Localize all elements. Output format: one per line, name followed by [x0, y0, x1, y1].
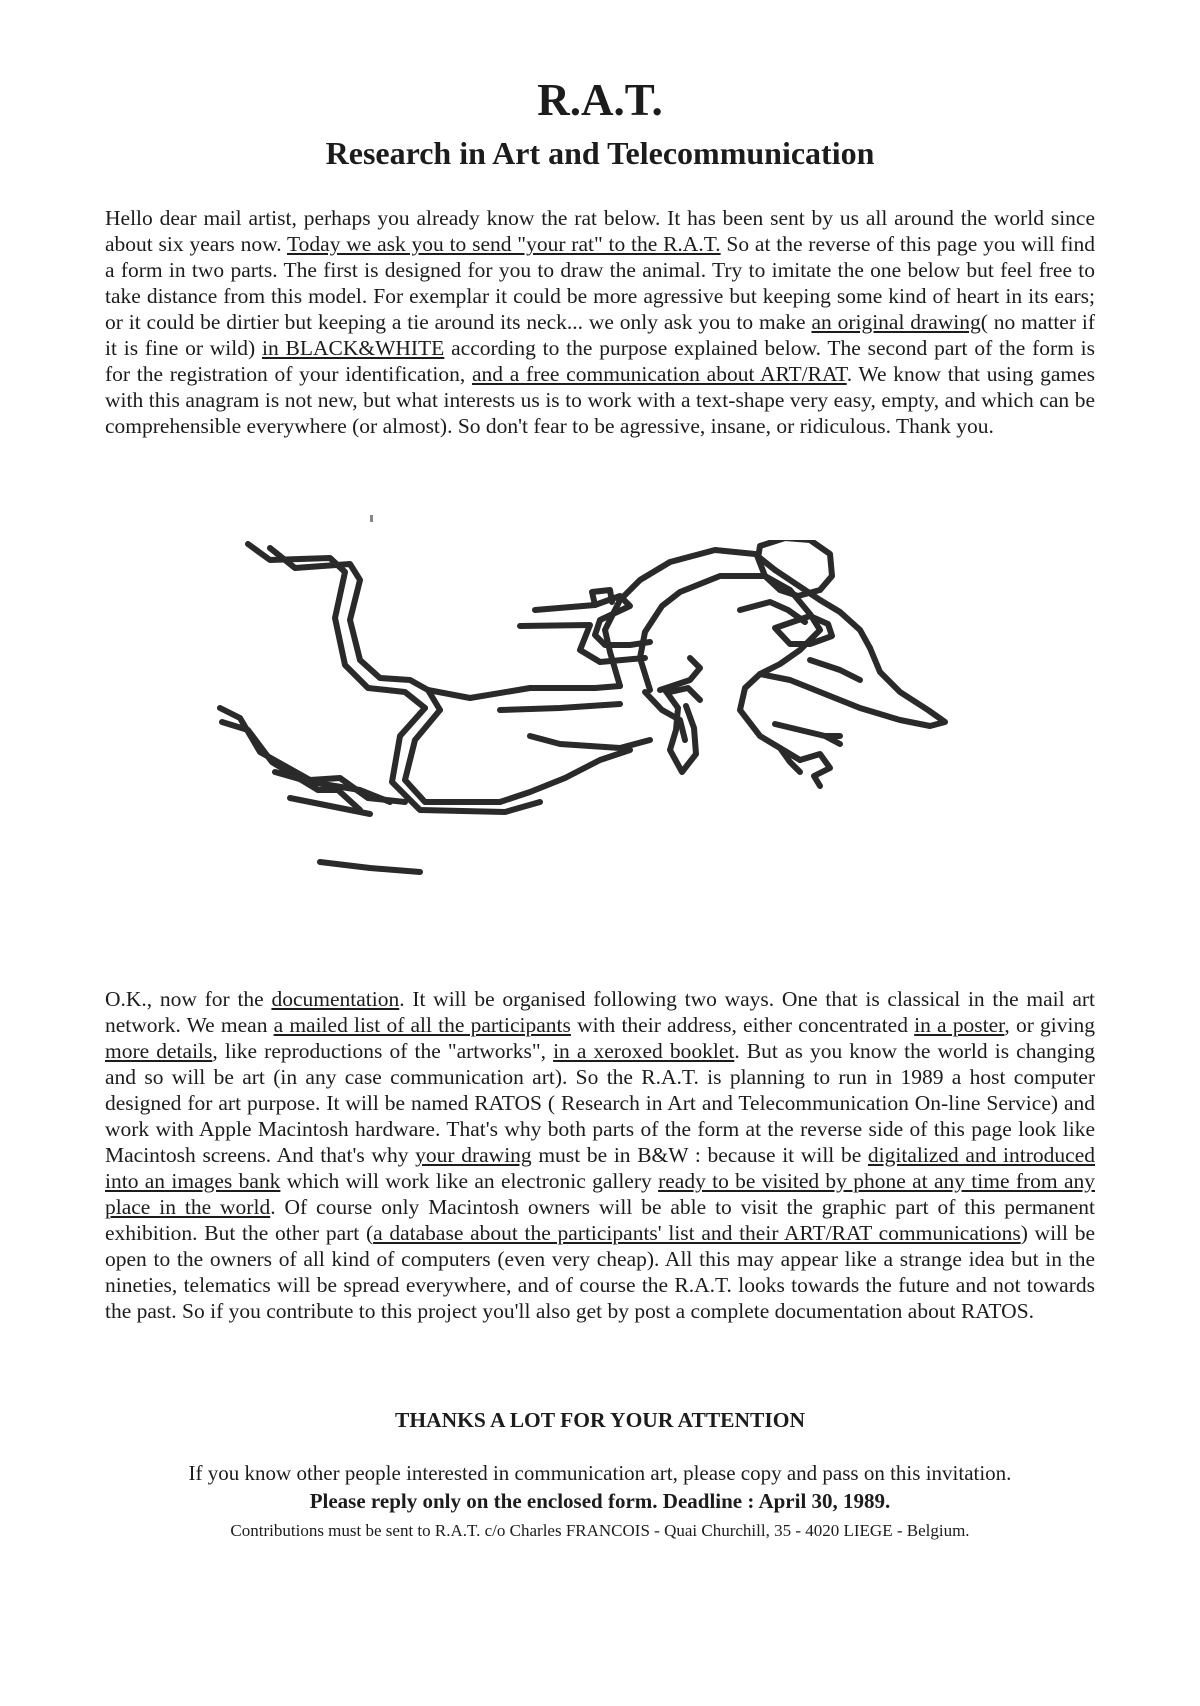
documentation-text: , like reproductions of the "artworks", [212, 1039, 554, 1063]
documentation-underlined-text: a mailed list of all the participants [273, 1013, 571, 1037]
rat-drawing-icon [200, 540, 1120, 910]
intro-text: Hello dear mail artist, perhaps you already know the rat below. It has been sent by us all around the world since about six years now. [105, 206, 1095, 256]
document-title: R.A.T. [537, 75, 663, 125]
documentation-text: . Of course only Macintosh owners will be able to visit the graphic part of this permanent exhibition. But the other part ( [105, 1195, 1095, 1245]
documentation-underlined-text: a database about the participants' list and their ART/RAT communications [373, 1221, 1021, 1245]
intro-underlined-text: and a free communication about ART/RAT [471, 362, 847, 386]
intro-text: So at the reverse of this page you will find a form in two parts. The first is designed for you to draw the animal. Try to imitate the one below but feel free to take distance from this model. For exemplar it could be more agressive but keeping some kind of heart in its ears; or it could be dirtier but keeping a tie around its neck... we only ask you to make [105, 232, 1096, 334]
documentation-text: ) will be open to the owners of all kind of computers (even very cheap). All this may appear like a strange idea but in the nineties, telematics will be spread everywhere, and of course the R.A.T. looks towards the future and not towards the past. So if you contribute to this project you'll also get by post a complete documentation about RATOS. [105, 1221, 1095, 1323]
documentation-text: . It will be organised following two ways. One that is classical in the mail art network. We mean [105, 987, 1096, 1037]
invitation-text: If you know other people interested in communication art, please copy and pass on this invitation. [188, 1461, 1012, 1485]
documentation-text: which will work like an electronic gallery [280, 1169, 659, 1193]
intro-underlined-text: Today we ask you to send "your rat" to the R.A.T. [287, 232, 721, 256]
documentation-text: must be in B&W : because it will be [531, 1143, 868, 1167]
documentation-underlined-text: your drawing [415, 1143, 532, 1167]
documentation-text: with their address, either concentrated [570, 1013, 915, 1037]
contribution-address: Contributions must be sent to R.A.T. c/o Charles FRANCOIS - Quai Churchill, 35 - 4020 LIEGE - Belgium. [230, 1521, 970, 1540]
intro-text: according to the purpose explained below. The second part of the form is for the registration of your identification, [105, 336, 1095, 386]
intro-underlined-text: an original drawing [811, 310, 981, 334]
deadline-text: Please reply only on the enclosed form. Deadline : April 30, 1989. [309, 1489, 891, 1513]
documentation-underlined-text: documentation [271, 987, 400, 1011]
documentation-underlined-text: in a xeroxed booklet [553, 1039, 735, 1063]
document-subtitle: Research in Art and Telecommunication [325, 135, 875, 171]
documentation-text: , or giving [1004, 1013, 1095, 1037]
intro-text: . We know that using games with this anagram is not new, but what interests us is to work with a text-shape very easy, empty, and which can be comprehensible everywhere (or almost). So don't fear to be agressive, insane, or ridiculous. Thank you. [105, 362, 1095, 438]
documentation-text: O.K., now for the [105, 987, 272, 1011]
documentation-underlined-text: ready to be visited by phone at any time from any place in the world [105, 1169, 1095, 1219]
documentation-paragraph [105, 986, 1095, 1324]
scan-speck [370, 515, 373, 522]
documentation-underlined-text: digitalized and introduced into an images bank [105, 1143, 1095, 1193]
thanks-heading: THANKS A LOT FOR YOUR ATTENTION [395, 1408, 805, 1432]
documentation-text: . But as you know the world is changing and so will be art (in any case communication art). So the R.A.T. is planning to run in 1989 a host computer designed for art purpose. It will be named RATOS ( Research in Art and Telecommunication On-line Service) and work with Apple Macintosh hardware. That's why both parts of the form at the reverse side of this page look like Macintosh screens. And that's why [105, 1039, 1095, 1167]
documentation-underlined-text: more details [105, 1039, 213, 1063]
intro-underlined-text: in BLACK&WHITE [261, 336, 445, 360]
documentation-underlined-text: in a poster [914, 1013, 1005, 1037]
intro-text: ( no matter if it is fine or wild) [105, 310, 1095, 360]
intro-paragraph [105, 205, 1095, 439]
